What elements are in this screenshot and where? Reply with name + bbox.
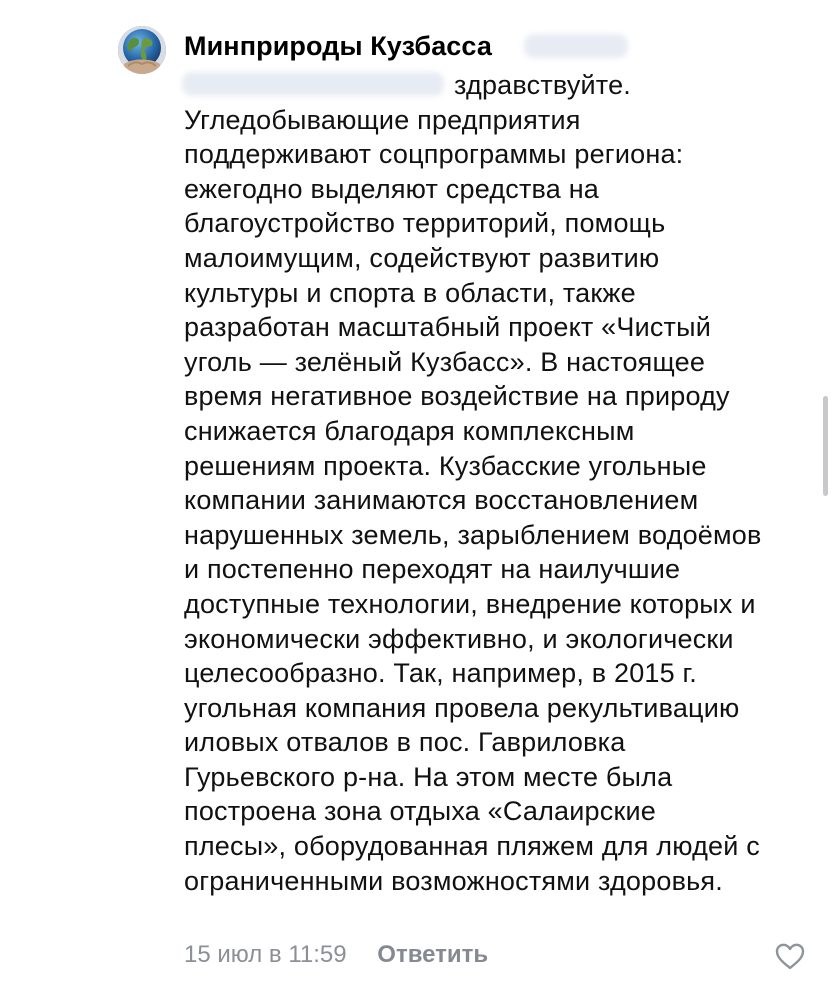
comment-line: Угледобывающие предприятия [184, 104, 581, 135]
comment-line: уголь — зелёный Кузбасс». В настоящее [184, 346, 706, 377]
comment-line: культуры и спорта в области, также [184, 277, 636, 308]
comment-line: Гурьевского р-на. На этом месте была [184, 761, 673, 792]
comment-line: плесы», оборудованная пляжем для людей с [184, 831, 760, 862]
like-button[interactable] [774, 942, 806, 970]
comment-line: малоимущим, содействуют развитию [184, 242, 660, 273]
comment-line: нарушенных земель, зарыблением водоёмов [184, 519, 762, 550]
comment-line: и постепенно переходят на наилучшие [184, 554, 681, 585]
earth-globe-icon [118, 26, 166, 74]
comment-line: время негативное воздействие на природу [184, 381, 730, 412]
comment-line: решениям проекта. Кузбасские угольные [184, 450, 707, 481]
comment-line: снижается благодаря комплексным [184, 415, 635, 446]
greeting-text: здравствуйте. [454, 70, 631, 100]
comment-text [184, 68, 784, 898]
redacted-name [524, 34, 628, 58]
comment-line: поддерживают соцпрограммы региона: [184, 139, 684, 170]
comment-line: компании занимаются восстановлением [184, 485, 699, 516]
author-name[interactable]: Минприроды Кузбасса [184, 31, 492, 61]
comment-line: ежегодно выделяют средства на [184, 173, 600, 204]
reply-button[interactable]: Ответить [377, 941, 489, 968]
avatar[interactable] [118, 26, 166, 74]
comment-footer [184, 940, 488, 970]
comment-line: ограниченными возможностями здоровья. [184, 865, 723, 896]
comment-line: доступные технологии, внедрение которых и [184, 588, 756, 619]
comment-line: благоустройство территорий, помощь [184, 208, 666, 239]
comment-line: экономически эффективно, и экологически [184, 623, 734, 654]
comment-line: разработан масштабный проект «Чистый [184, 312, 712, 343]
timestamp[interactable]: 15 июл в 11:59 [184, 941, 347, 968]
comment-line: построена зона отдыха «Салаирские [184, 796, 656, 827]
comment-line: целесообразно. Так, например, в 2015 г. [184, 658, 698, 689]
comment-line: иловых отвалов в пос. Гавриловка [184, 727, 626, 758]
scrollbar[interactable] [823, 396, 828, 496]
heart-outline-icon [774, 942, 806, 970]
comment-line: угольная компания провела рекультивацию [184, 692, 740, 723]
